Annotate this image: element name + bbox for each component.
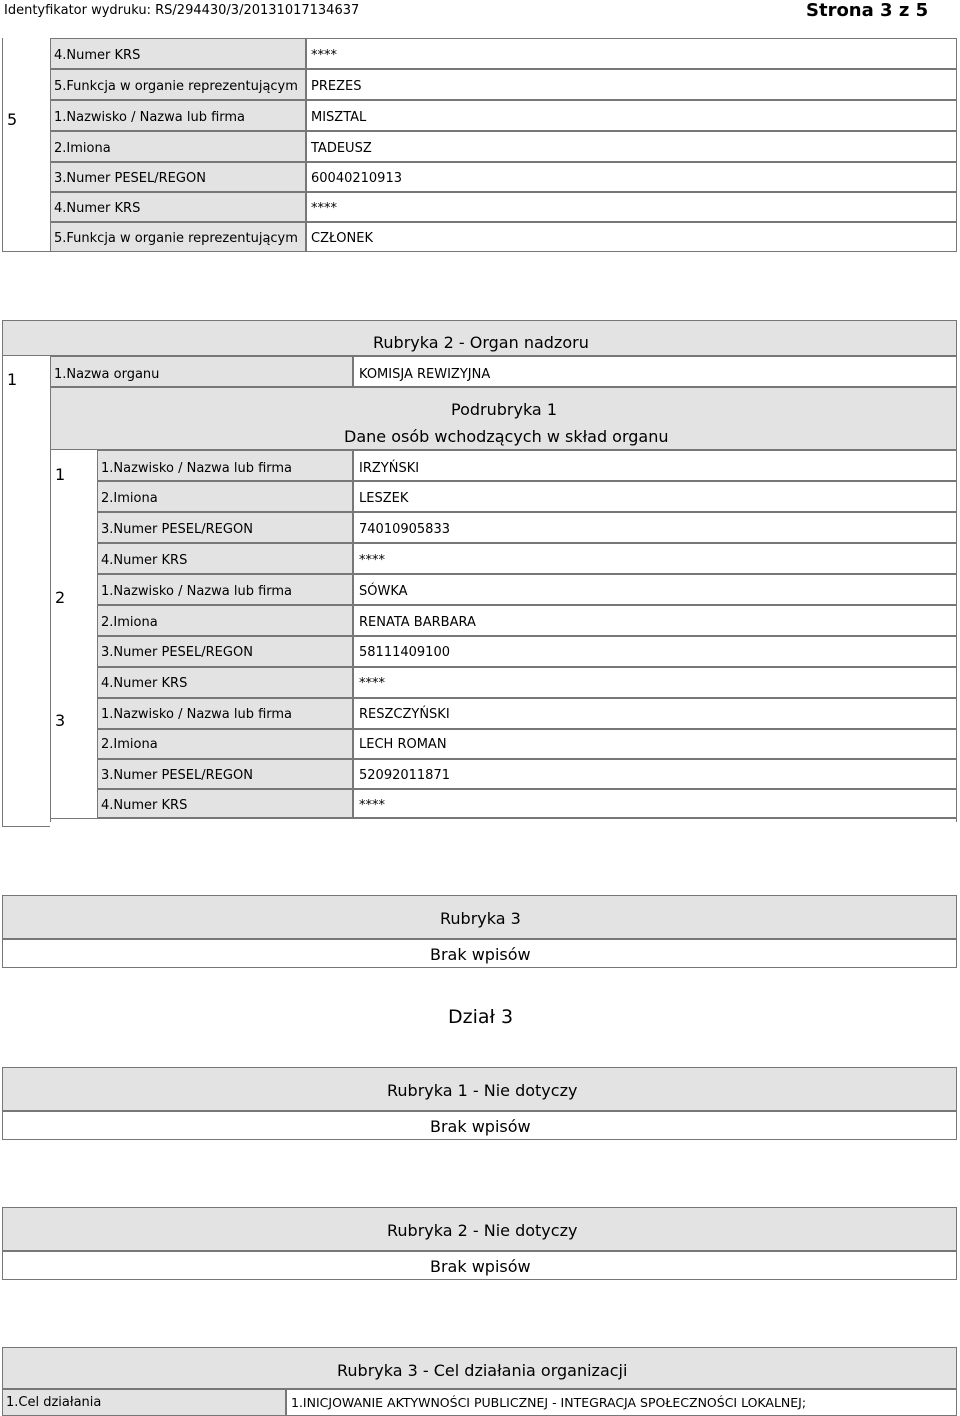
empty-note: Brak wpisów <box>430 1117 531 1136</box>
field-label: 1.Nazwisko / Nazwa lub firma <box>101 584 293 599</box>
subsection-subtitle: Dane osób wchodzących w skład organu <box>344 427 669 446</box>
field-label: 1.Nazwa organu <box>54 367 160 382</box>
field-label: 4.Numer KRS <box>101 676 188 691</box>
section-title: Rubryka 3 <box>440 909 521 928</box>
print-identifier: Identyfikator wydruku: RS/294430/3/20131017134637 <box>4 3 360 18</box>
field-value: KOMISJA REWIZYJNA <box>359 367 491 382</box>
field-value: **** <box>311 48 337 63</box>
field-value: LECH ROMAN <box>359 737 447 752</box>
person-number: 3 <box>55 711 66 730</box>
field-label: 3.Numer PESEL/REGON <box>54 171 206 186</box>
field-label: 4.Numer KRS <box>101 798 188 813</box>
section-title: Rubryka 1 - Nie dotyczy <box>387 1081 578 1100</box>
page-number: Strona 3 z 5 <box>806 0 929 21</box>
person-number: 1 <box>55 465 66 484</box>
field-value: **** <box>359 676 385 691</box>
field-label: 2.Imiona <box>101 615 158 630</box>
person-number: 2 <box>55 588 66 607</box>
field-value: **** <box>359 553 385 568</box>
subsection-title: Podrubryka 1 <box>451 400 557 419</box>
empty-note: Brak wpisów <box>430 945 531 964</box>
entry-number: 1 <box>7 370 18 389</box>
empty-note: Brak wpisów <box>430 1257 531 1276</box>
field-label: 4.Numer KRS <box>54 48 141 63</box>
chapter-title: Dział 3 <box>448 1006 514 1028</box>
section-title: Rubryka 2 - Nie dotyczy <box>387 1221 578 1240</box>
field-value: PREZES <box>311 79 362 94</box>
field-label: 5.Funkcja w organie reprezentującym <box>54 79 298 94</box>
field-label: 2.Imiona <box>54 141 111 156</box>
field-label: 5.Funkcja w organie reprezentującym <box>54 231 298 246</box>
section-title: Rubryka 2 - Organ nadzoru <box>373 333 589 352</box>
field-value: SÓWKA <box>359 584 408 599</box>
field-value: 52092011871 <box>359 768 450 783</box>
field-label: 1.Nazwisko / Nazwa lub firma <box>101 707 293 722</box>
field-value: LESZEK <box>359 491 409 506</box>
field-label: 2.Imiona <box>101 737 158 752</box>
field-value: MISZTAL <box>311 110 367 125</box>
field-label: 1.Cel działania <box>6 1395 102 1410</box>
field-label: 3.Numer PESEL/REGON <box>101 768 253 783</box>
field-label: 2.Imiona <box>101 491 158 506</box>
field-label: 4.Numer KRS <box>101 553 188 568</box>
field-label: 4.Numer KRS <box>54 201 141 216</box>
field-label: 3.Numer PESEL/REGON <box>101 522 253 537</box>
field-label: 1.Nazwisko / Nazwa lub firma <box>54 110 246 125</box>
person-number: 5 <box>7 110 18 129</box>
field-value: RENATA BARBARA <box>359 615 476 630</box>
field-value: RESZCZYŃSKI <box>359 707 450 722</box>
field-value: TADEUSZ <box>311 141 372 156</box>
field-value: CZŁONEK <box>311 231 373 246</box>
section-title: Rubryka 3 - Cel działania organizacji <box>337 1361 628 1380</box>
field-value: 1.INICJOWANIE AKTYWNOŚCI PUBLICZNEJ - INTEGRACJA SPOŁECZNOŚCI LOKALNEJ; <box>291 1395 807 1410</box>
field-value: 60040210913 <box>311 171 402 186</box>
field-label: 3.Numer PESEL/REGON <box>101 645 253 660</box>
field-value: 58111409100 <box>359 645 450 660</box>
field-label: 1.Nazwisko / Nazwa lub firma <box>101 461 293 476</box>
field-value: 74010905833 <box>359 522 450 537</box>
field-value: **** <box>359 798 385 813</box>
field-value: **** <box>311 201 337 216</box>
field-value: IRZYŃSKI <box>359 461 420 476</box>
